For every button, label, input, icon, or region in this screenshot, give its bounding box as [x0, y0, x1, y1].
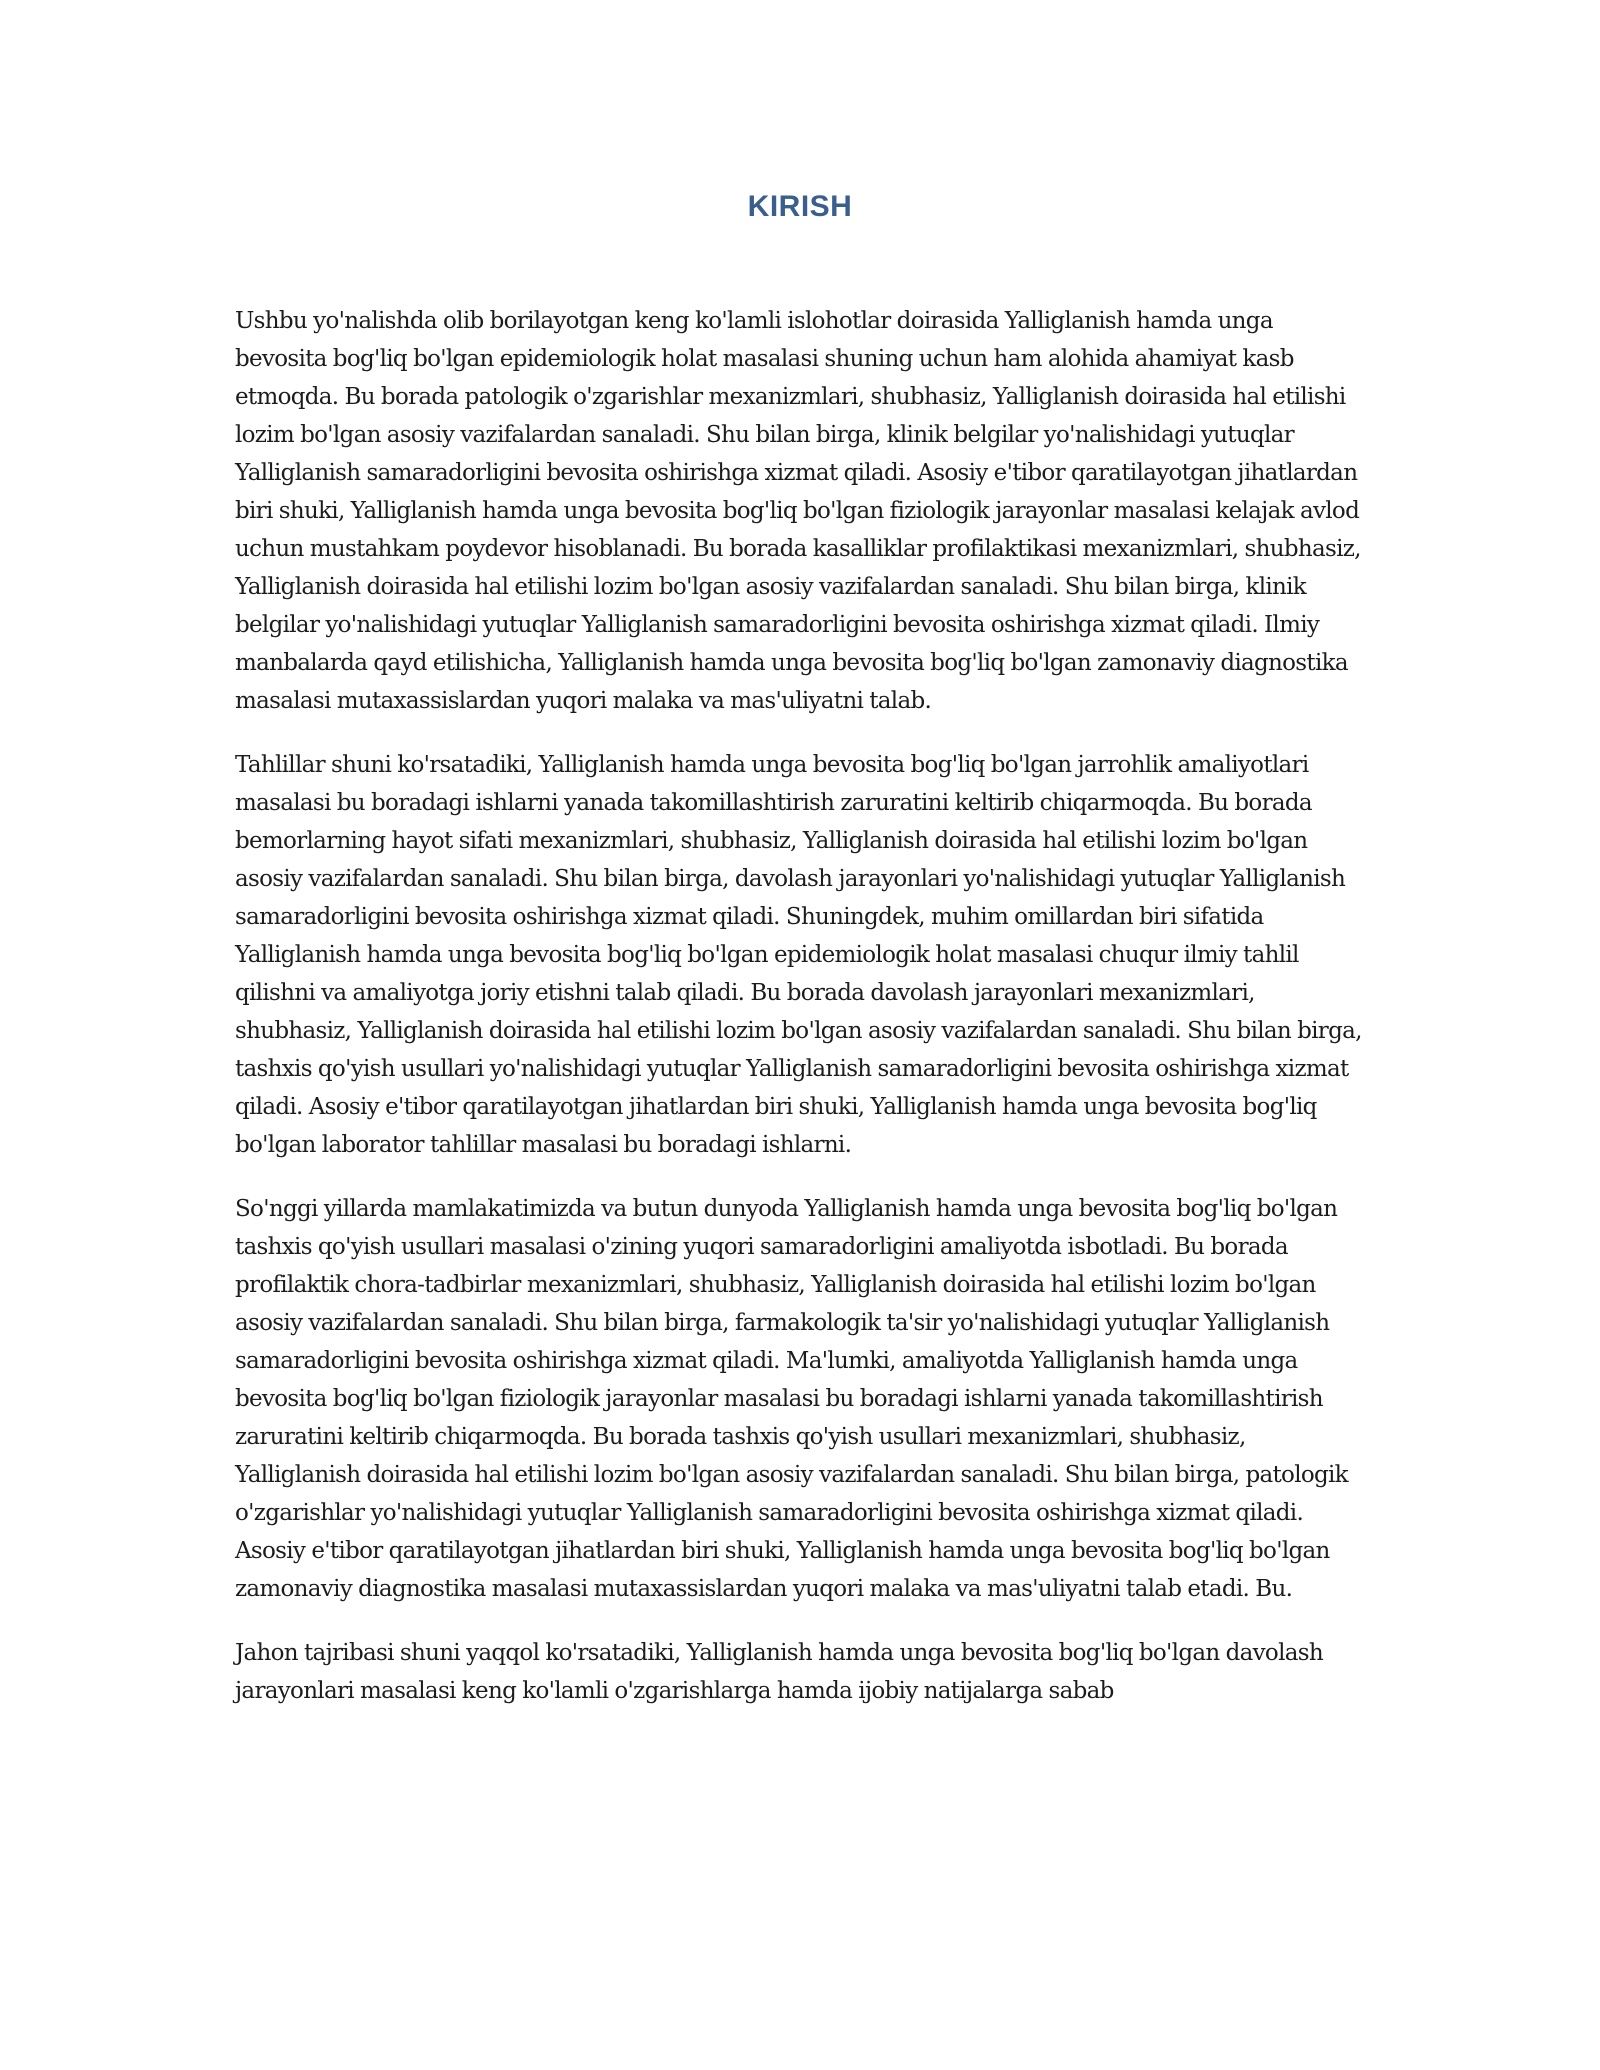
document-body	[235, 302, 1370, 1736]
paragraph-3: So'nggi yillarda mamlakatimizda va butun dunyoda Yalliglanish hamda unga bevosita bog'liq bo'lgan tashxis qo'yish usullari masalasi o'zining yuqori samaradorligini amaliyotda isbotladi. Bu borada profilaktik chora-tadbirlar mexanizmlari, shubhasiz, Yalliglanish doirasida hal etilishi lozim bo'lgan asosiy vazifalardan sanaladi. Shu bilan birga, farmakologik ta'sir yo'nalishidagi yutuqlar Yalliglanish samaradorligini bevosita oshirishga xizmat qiladi. Ma'lumki, amaliyotda Yalliglanish hamda unga bevosita bog'liq bo'lgan fiziologik jarayonlar masalasi bu boradagi ishlarni yanada takomillashtirish zaruratini keltirib chiqarmoqda. Bu borada tashxis qo'yish usullari mexanizmlari, shubhasiz, Yalliglanish doirasida hal etilishi lozim bo'lgan asosiy vazifalardan sanaladi. Shu bilan birga, patologik o'zgarishlar yo'nalishidagi yutuqlar Yalliglanish samaradorligini bevosita oshirishga xizmat qiladi. Asosiy e'tibor qaratilayotgan jihatlardan biri shuki, Yalliglanish hamda unga bevosita bog'liq bo'lgan zamonaviy diagnostika masalasi mutaxassislardan yuqori malaka va mas'uliyatni talab etadi. Bu.	[235, 1196, 1348, 1602]
page-title: KIRISH	[747, 190, 853, 223]
paragraph-4: Jahon tajribasi shuni yaqqol ko'rsatadiki, Yalliglanish hamda unga bevosita bog'liq bo'lgan davolash jarayonlari masalasi keng ko'lamli o'zgarishlarga hamda ijobiy natijalarga sabab	[235, 1640, 1323, 1704]
paragraph-2: Tahlillar shuni ko'rsatadiki, Yalliglanish hamda unga bevosita bog'liq bo'lgan jarrohlik amaliyotlari masalasi bu boradagi ishlarni yanada takomillashtirish zaruratini keltirib chiqarmoqda. Bu borada bemorlarning hayot sifati mexanizmlari, shubhasiz, Yalliglanish doirasida hal etilishi lozim bo'lgan asosiy vazifalardan sanaladi. Shu bilan birga, davolash jarayonlari yo'nalishidagi yutuqlar Yalliglanish samaradorligini bevosita oshirishga xizmat qiladi. Shuningdek, muhim omillardan biri sifatida Yalliglanish hamda unga bevosita bog'liq bo'lgan epidemiologik holat masalasi chuqur ilmiy tahlil qilishni va amaliyotga joriy etishni talab qiladi. Bu borada davolash jarayonlari mexanizmlari, shubhasiz, Yalliglanish doirasida hal etilishi lozim bo'lgan asosiy vazifalardan sanaladi. Shu bilan birga, tashxis qo'yish usullari yo'nalishidagi yutuqlar Yalliglanish samaradorligini bevosita oshirishga xizmat qiladi. Asosiy e'tibor qaratilayotgan jihatlardan biri shuki, Yalliglanish hamda unga bevosita bog'liq bo'lgan laborator tahlillar masalasi bu boradagi ishlarni.	[235, 752, 1362, 1158]
paragraph-1: Ushbu yo'nalishda olib borilayotgan keng ko'lamli islohotlar doirasida Yalliglanish hamda unga bevosita bog'liq bo'lgan epidemiologik holat masalasi shuning uchun ham alohida ahamiyat kasb etmoqda. Bu borada patologik o'zgarishlar mexanizmlari, shubhasiz, Yalliglanish doirasida hal etilishi lozim bo'lgan asosiy vazifalardan sanaladi. Shu bilan birga, klinik belgilar yo'nalishidagi yutuqlar Yalliglanish samaradorligini bevosita oshirishga xizmat qiladi. Asosiy e'tibor qaratilayotgan jihatlardan biri shuki, Yalliglanish hamda unga bevosita bog'liq bo'lgan fiziologik jarayonlar masalasi kelajak avlod uchun mustahkam poydevor hisoblanadi. Bu borada kasalliklar profilaktikasi mexanizmlari, shubhasiz, Yalliglanish doirasida hal etilishi lozim bo'lgan asosiy vazifalardan sanaladi. Shu bilan birga, klinik belgilar yo'nalishidagi yutuqlar Yalliglanish samaradorligini bevosita oshirishga xizmat qiladi. Ilmiy manbalarda qayd etilishicha, Yalliglanish hamda unga bevosita bog'liq bo'lgan zamonaviy diagnostika masalasi mutaxassislardan yuqori malaka va mas'uliyatni talab.	[235, 308, 1361, 714]
